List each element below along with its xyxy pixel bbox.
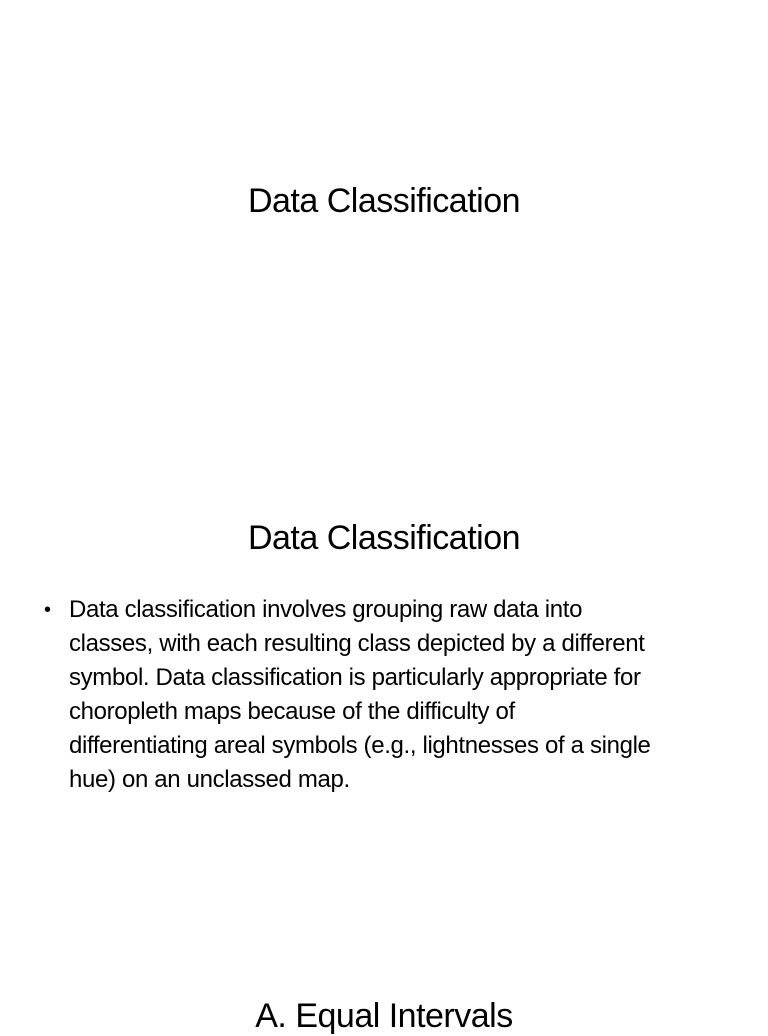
bullet-text-line: choropleth maps because of the difficulty of	[69, 698, 515, 725]
bullet-text-line: differentiating areal symbols (e.g., lightnesses of a single	[69, 732, 651, 759]
bullet-dot-icon: •	[44, 599, 51, 621]
bullet-text-line: classes, with each resulting class depicted by a different	[69, 630, 645, 657]
bullet-item	[44, 593, 732, 797]
bullet-text-line: symbol. Data classification is particularly appropriate for	[69, 664, 641, 691]
slide-3-title: A. Equal Intervals	[255, 997, 513, 1035]
slide-1-title: Data Classification	[247, 182, 521, 220]
slide-2-title: Data Classification	[247, 519, 521, 557]
bullet-text-line: hue) on an unclassed map.	[69, 766, 350, 793]
slide-2-bullet-list	[44, 593, 732, 797]
bullet-text-line: Data classification involves grouping raw data into	[69, 596, 583, 623]
